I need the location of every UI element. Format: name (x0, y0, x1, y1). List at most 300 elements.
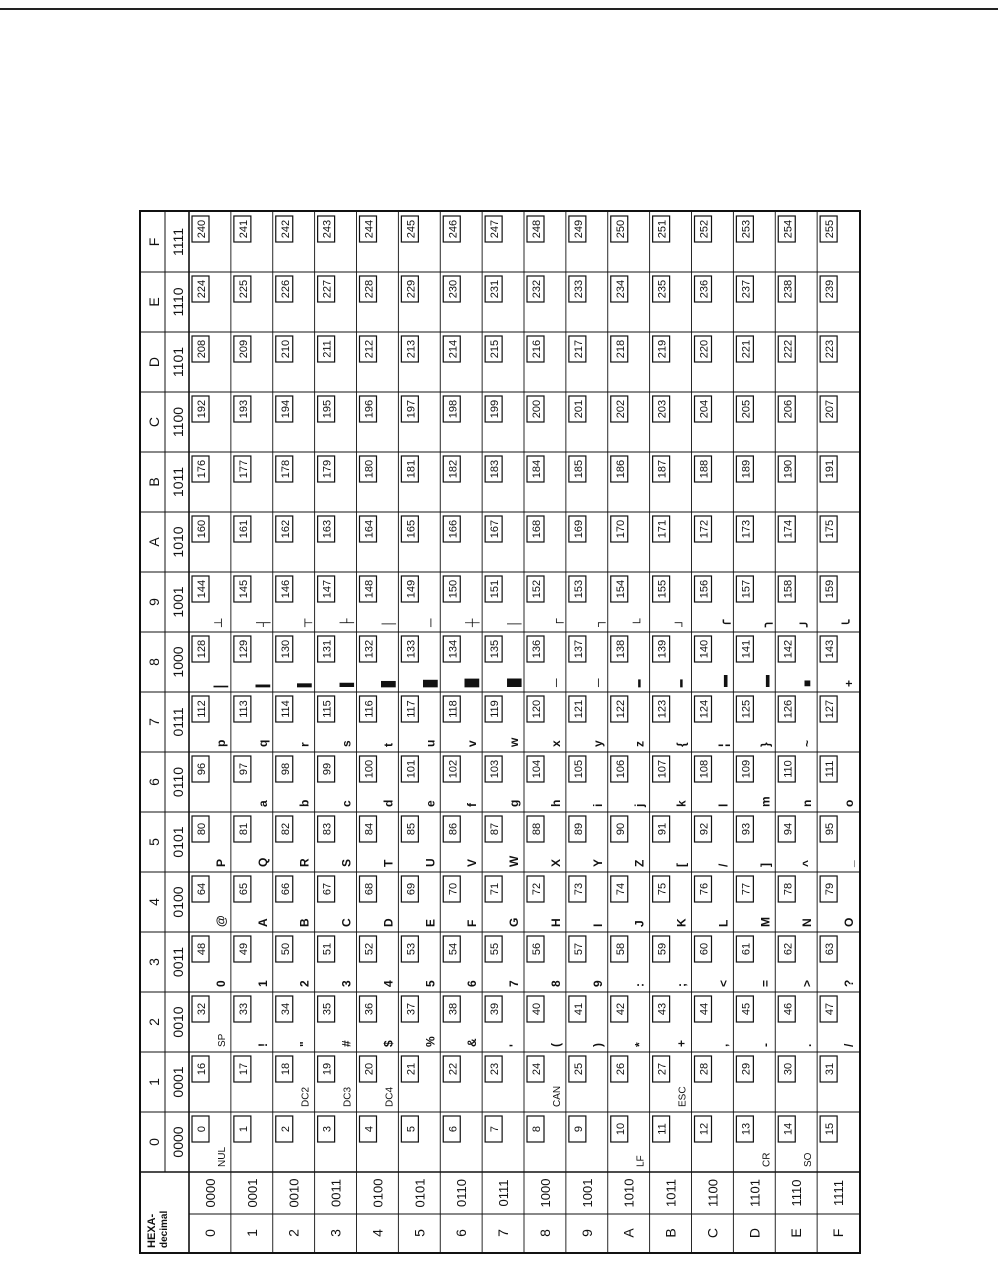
cell-decimal-code: 210 (279, 339, 292, 359)
column-binary-label: 0110 (170, 766, 186, 798)
cell-character: ! (255, 1043, 270, 1047)
cell-decimal-code: 10 (614, 1122, 627, 1136)
cell-decimal-code: 128 (196, 639, 208, 659)
cell-decimal-code: 20 (363, 1062, 376, 1076)
cell-character: │ (507, 619, 521, 627)
cell-decimal-code: 190 (782, 459, 795, 479)
cell-character: " (297, 1041, 312, 1047)
cell-decimal-code: 149 (405, 579, 418, 599)
cell-decimal-code: 103 (489, 759, 502, 779)
cell-character: h (548, 799, 563, 807)
cell-decimal-code: 87 (489, 822, 502, 836)
cell-decimal-code: 95 (824, 822, 837, 836)
cell-decimal-code: 69 (405, 882, 418, 896)
cell-decimal-code: 33 (237, 1002, 250, 1016)
cell-character: ╮ (758, 619, 773, 627)
cell-character: ) (590, 1043, 605, 1047)
cell-decimal-code: 48 (196, 942, 208, 956)
cell-decimal-code: 134 (447, 639, 460, 659)
cell-character: l (716, 803, 731, 807)
cell-decimal-code: 148 (363, 579, 376, 599)
cell-character: Y (590, 858, 605, 867)
cell-decimal-code: 209 (237, 339, 250, 359)
cell-character: ' (507, 1044, 521, 1047)
cell-decimal-code: 139 (656, 639, 669, 659)
cell-character: w (507, 737, 521, 747)
cell-character: ▉ (465, 677, 480, 687)
cell-decimal-code: 163 (321, 519, 334, 539)
cell-character: ▬ (758, 675, 773, 687)
row-binary-label: 1001 (579, 1178, 595, 1208)
cell-decimal-code: 62 (782, 942, 795, 956)
cell-decimal-code: 113 (237, 700, 250, 718)
cell-character: ? (842, 979, 856, 987)
cell-decimal-code: 224 (196, 279, 208, 299)
cell-decimal-code: 6 (447, 1125, 460, 1133)
cell-character: O (842, 917, 856, 927)
cell-character: ¦ (716, 743, 731, 747)
cell-character: █ (507, 678, 521, 687)
cell-decimal-code: 220 (698, 339, 711, 359)
cell-character: _ (842, 860, 856, 867)
cell-decimal-code: 167 (489, 519, 502, 539)
cell-decimal-code: 245 (405, 219, 418, 239)
row-hex-label: B (662, 1228, 679, 1238)
cell-decimal-code: 179 (321, 459, 334, 479)
cell-decimal-code: 135 (489, 639, 502, 659)
cell-decimal-code: 160 (196, 519, 208, 539)
cell-decimal-code: 229 (405, 279, 418, 299)
cell-decimal-code: 99 (321, 762, 334, 776)
cell-decimal-code: 11 (656, 1123, 669, 1135)
column-binary-label: 0101 (170, 826, 186, 858)
cell-character: G (507, 917, 521, 927)
row-binary-label: 1111 (831, 1179, 847, 1207)
cell-character: J (632, 920, 647, 927)
character-code-table (139, 210, 861, 1254)
cell-character: SP (216, 1033, 228, 1047)
cell-decimal-code: 61 (740, 942, 753, 956)
row-hex-label: 7 (495, 1229, 512, 1237)
cell-character: + (842, 679, 856, 687)
cell-character: y (590, 740, 605, 747)
cell-decimal-code: 250 (614, 219, 627, 239)
cell-character: * (632, 1042, 647, 1047)
cell-character: ━ (674, 679, 689, 687)
top-rule (0, 8, 998, 10)
cell-decimal-code: 172 (698, 519, 711, 539)
cell-decimal-code: 132 (363, 639, 376, 659)
cell-decimal-code: 207 (824, 399, 837, 419)
cell-decimal-code: 233 (572, 279, 585, 299)
cell-character: CR (761, 1152, 773, 1167)
cell-decimal-code: 213 (405, 339, 418, 359)
cell-character: F (465, 919, 480, 927)
row-hex-label: 8 (536, 1229, 553, 1237)
cell-decimal-code: 25 (572, 1062, 585, 1076)
cell-decimal-code: 144 (196, 579, 208, 599)
cell-character: 4 (381, 980, 396, 987)
cell-character: o (842, 799, 856, 807)
cell-decimal-code: 110 (782, 760, 795, 778)
cell-character: ▍ (297, 677, 312, 687)
cell-decimal-code: 246 (447, 219, 460, 239)
cell-decimal-code: 184 (531, 459, 543, 479)
cell-decimal-code: 216 (531, 339, 543, 359)
row-hex-label: 4 (369, 1229, 386, 1237)
cell-decimal-code: 188 (698, 459, 711, 479)
cell-decimal-code: 182 (447, 459, 460, 479)
cell-decimal-code: 191 (824, 459, 837, 479)
cell-decimal-code: 18 (279, 1062, 292, 1076)
cell-character: NUL (216, 1146, 228, 1167)
column-hex-label: D (146, 356, 162, 368)
cell-decimal-code: 242 (279, 219, 292, 239)
cell-decimal-code: 140 (698, 639, 711, 659)
column-binary-label: 0100 (170, 886, 186, 918)
cell-decimal-code: 158 (782, 579, 795, 599)
cell-decimal-code: 180 (363, 459, 376, 479)
cell-character: % (423, 1036, 438, 1047)
cell-character: P (213, 858, 228, 867)
cell-decimal-code: 65 (237, 882, 250, 896)
cell-decimal-code: 77 (740, 882, 753, 896)
cell-decimal-code: 151 (489, 579, 502, 599)
cell-decimal-code: 112 (196, 700, 208, 718)
row-hex-label: A (620, 1228, 637, 1238)
cell-character: = (758, 979, 773, 987)
cell-character: ━ (632, 679, 647, 687)
cell-character: V (465, 858, 480, 867)
column-binary-label: 0111 (170, 707, 186, 737)
cell-decimal-code: 136 (531, 639, 543, 659)
cell-character: ] (758, 863, 773, 867)
cell-decimal-code: 108 (698, 759, 711, 779)
cell-character: ┐ (590, 618, 605, 627)
cell-decimal-code: 98 (279, 762, 292, 776)
cell-decimal-code: 155 (656, 579, 669, 599)
cell-character: ┴ (213, 618, 228, 627)
cell-decimal-code: 70 (447, 882, 460, 896)
cell-character: ╯ (800, 619, 815, 627)
cell-decimal-code: 78 (782, 882, 795, 896)
cell-character: c (339, 800, 354, 807)
cell-decimal-code: 45 (740, 1002, 753, 1016)
cell-character: ┼ (465, 618, 480, 627)
cell-decimal-code: 201 (572, 399, 585, 419)
cell-decimal-code: 7 (489, 1125, 502, 1133)
cell-character: + (674, 1039, 689, 1047)
column-binary-label: 1111 (170, 227, 186, 257)
cell-decimal-code: 159 (824, 579, 837, 599)
cell-decimal-code: 102 (447, 759, 460, 779)
cell-decimal-code: 40 (531, 1002, 543, 1016)
cell-decimal-code: 211 (321, 340, 334, 358)
cell-character: a (255, 800, 270, 807)
cell-decimal-code: 176 (196, 459, 208, 479)
cell-decimal-code: 153 (572, 579, 585, 599)
cell-character: ; (674, 983, 689, 987)
cell-decimal-code: 80 (196, 822, 208, 836)
cell-character: e (423, 800, 438, 807)
column-hex-label: 3 (146, 958, 162, 966)
cell-decimal-code: 237 (740, 279, 753, 299)
cell-decimal-code: 142 (782, 639, 795, 659)
cell-character: L (716, 919, 731, 927)
cell-decimal-code: 117 (405, 700, 418, 718)
cell-decimal-code: 241 (237, 219, 250, 239)
cell-decimal-code: 14 (782, 1122, 795, 1136)
row-binary-label: 0001 (244, 1178, 260, 1208)
cell-decimal-code: 104 (531, 759, 543, 779)
cell-decimal-code: 35 (321, 1002, 334, 1016)
row-binary-label: 0111 (496, 1179, 512, 1207)
cell-decimal-code: 46 (782, 1002, 795, 1016)
row-binary-label: 1000 (537, 1178, 553, 1208)
cell-decimal-code: 4 (363, 1125, 376, 1133)
cell-decimal-code: 255 (824, 219, 837, 239)
cell-character: 9 (590, 980, 605, 987)
column-hex-label: 8 (146, 658, 162, 666)
cell-decimal-code: 97 (237, 762, 250, 776)
cell-decimal-code: 66 (279, 882, 292, 896)
cell-decimal-code: 240 (196, 219, 208, 239)
cell-decimal-code: 34 (279, 1002, 292, 1016)
cell-character: ┘ (674, 618, 689, 627)
column-hex-label: B (146, 477, 162, 487)
cell-decimal-code: 175 (824, 519, 837, 539)
cell-decimal-code: 24 (531, 1062, 543, 1076)
cell-decimal-code: 146 (279, 579, 292, 599)
cell-character: C (339, 918, 354, 927)
cell-decimal-code: 82 (279, 822, 292, 836)
cell-decimal-code: 168 (531, 519, 543, 539)
row-hex-label: 1 (243, 1229, 260, 1237)
cell-decimal-code: 22 (447, 1062, 460, 1076)
cell-decimal-code: 44 (698, 1002, 711, 1016)
cell-decimal-code: 43 (656, 1002, 669, 1016)
cell-decimal-code: 231 (489, 279, 502, 299)
cell-character: ( (548, 1043, 563, 1047)
cell-character: ─ (590, 678, 605, 687)
cell-character: t (381, 743, 396, 747)
cell-decimal-code: 56 (531, 942, 543, 956)
cell-decimal-code: 170 (614, 519, 627, 539)
cell-decimal-code: 119 (489, 700, 502, 718)
cell-decimal-code: 118 (447, 700, 460, 718)
cell-decimal-code: 133 (405, 639, 418, 659)
cell-character: $ (381, 1040, 396, 1047)
table-rotated-canvas (141, 212, 859, 1252)
cell-character: 0 (213, 980, 228, 987)
column-hex-label: 4 (146, 898, 162, 906)
row-hex-label: D (746, 1227, 763, 1239)
cell-character: E (423, 918, 438, 927)
row-hex-label: 2 (285, 1229, 302, 1237)
cell-decimal-code: 173 (740, 519, 753, 539)
cell-decimal-code: 92 (698, 822, 711, 836)
cell-character: n (800, 799, 815, 807)
column-binary-label: 1011 (170, 466, 186, 498)
cell-decimal-code: 185 (572, 459, 585, 479)
cell-character: k (674, 800, 689, 807)
cell-decimal-code: 38 (447, 1002, 460, 1016)
cell-character: ┬ (297, 618, 312, 627)
cell-decimal-code: 85 (405, 822, 418, 836)
cell-decimal-code: 154 (614, 579, 627, 599)
cell-character: # (339, 1040, 354, 1047)
cell-decimal-code: 187 (656, 459, 669, 479)
cell-character: ─ (548, 678, 563, 687)
cell-decimal-code: 0 (196, 1125, 208, 1133)
column-binary-label: 1001 (170, 586, 186, 618)
cell-character: 3 (339, 980, 354, 987)
row-binary-label: 0011 (328, 1179, 344, 1207)
column-hex-label: 0 (146, 1138, 162, 1146)
cell-decimal-code: 105 (572, 759, 585, 779)
cell-decimal-code: 249 (572, 219, 585, 239)
row-binary-label: 0101 (412, 1178, 428, 1208)
cell-character: DC3 (342, 1086, 354, 1107)
column-hex-label: 7 (146, 718, 162, 726)
cell-decimal-code: 195 (321, 399, 334, 419)
row-binary-label: 0100 (370, 1178, 386, 1208)
cell-character: N (800, 918, 815, 927)
cell-character: , (716, 1043, 731, 1047)
cell-decimal-code: 106 (614, 759, 627, 779)
cell-character: x (548, 740, 563, 747)
cell-character: Q (255, 857, 270, 867)
cell-decimal-code: 8 (531, 1125, 543, 1133)
cell-decimal-code: 228 (363, 279, 376, 299)
cell-decimal-code: 198 (447, 399, 460, 419)
cell-decimal-code: 3 (321, 1125, 334, 1133)
cell-decimal-code: 192 (196, 399, 208, 419)
cell-decimal-code: 52 (363, 942, 376, 956)
cell-decimal-code: 126 (782, 699, 795, 719)
cell-decimal-code: 178 (279, 459, 292, 479)
cell-decimal-code: 23 (489, 1062, 502, 1076)
cell-decimal-code: 137 (572, 639, 585, 659)
cell-decimal-code: 86 (447, 822, 460, 836)
cell-decimal-code: 93 (740, 822, 753, 836)
cell-decimal-code: 218 (614, 339, 627, 359)
cell-decimal-code: 30 (782, 1062, 795, 1076)
cell-character: : (632, 983, 647, 987)
cell-decimal-code: 238 (782, 279, 795, 299)
cell-decimal-code: 73 (572, 882, 585, 896)
cell-decimal-code: 234 (614, 279, 627, 299)
cell-decimal-code: 150 (447, 579, 460, 599)
table-body (141, 212, 859, 1252)
cell-decimal-code: 15 (824, 1122, 837, 1136)
cell-decimal-code: 75 (656, 882, 669, 896)
cell-decimal-code: 17 (237, 1062, 250, 1076)
cell-decimal-code: 169 (572, 519, 585, 539)
cell-character: r (297, 742, 312, 747)
cell-decimal-code: 230 (447, 279, 460, 299)
cell-character: ▊ (423, 677, 438, 687)
row-binary-label: 1010 (621, 1178, 637, 1208)
cell-character: Z (632, 859, 647, 867)
cell-character: [ (674, 863, 689, 867)
cell-character: d (381, 799, 396, 807)
cell-character: j (632, 803, 647, 807)
cell-decimal-code: 37 (405, 1002, 418, 1016)
cell-character: 6 (465, 980, 480, 987)
cell-decimal-code: 13 (740, 1122, 753, 1136)
cell-character: SO (803, 1152, 815, 1167)
cell-decimal-code: 174 (782, 519, 795, 539)
cell-decimal-code: 114 (279, 700, 292, 718)
cell-decimal-code: 27 (656, 1062, 669, 1076)
column-hex-label: F (146, 237, 162, 247)
cell-character: < (716, 979, 731, 987)
cell-decimal-code: 206 (782, 399, 795, 419)
row-hex-label: E (788, 1228, 805, 1238)
cell-character: - (758, 1043, 773, 1047)
cell-decimal-code: 227 (321, 279, 334, 299)
cell-decimal-code: 64 (196, 882, 208, 896)
row-hex-label: 9 (578, 1229, 595, 1237)
cell-decimal-code: 55 (489, 942, 502, 956)
cell-character: CAN (551, 1085, 563, 1107)
cell-decimal-code: 90 (614, 822, 627, 836)
cell-character: ■ (800, 679, 815, 687)
cell-character: H (548, 918, 563, 927)
cell-decimal-code: 12 (698, 1122, 711, 1136)
column-hex-label: C (146, 416, 162, 428)
cell-decimal-code: 130 (279, 639, 292, 659)
cell-decimal-code: 252 (698, 219, 711, 239)
cell-decimal-code: 194 (279, 399, 292, 419)
cell-character: f (465, 803, 480, 807)
cell-decimal-code: 41 (572, 1002, 585, 1016)
cell-decimal-code: 89 (572, 822, 585, 836)
cell-character: ▌ (339, 678, 354, 687)
cell-decimal-code: 186 (614, 459, 627, 479)
cell-character: DC2 (300, 1086, 312, 1107)
cell-decimal-code: 60 (698, 942, 711, 956)
cell-decimal-code: 129 (237, 639, 250, 659)
cell-decimal-code: 254 (782, 219, 795, 239)
cell-decimal-code: 9 (572, 1125, 585, 1133)
cell-character: ┤ (255, 618, 270, 627)
cell-decimal-code: 72 (531, 882, 543, 896)
cell-decimal-code: 107 (656, 759, 669, 779)
cell-decimal-code: 226 (279, 279, 292, 299)
cell-decimal-code: 138 (614, 639, 627, 659)
cell-decimal-code: 143 (824, 639, 837, 659)
cell-character: { (674, 742, 689, 747)
cell-decimal-code: 100 (363, 759, 376, 779)
cell-character: ▎ (255, 677, 270, 687)
cell-character: ╭ (716, 619, 731, 627)
cell-decimal-code: 19 (321, 1062, 334, 1076)
cell-character: 1 (255, 980, 270, 987)
cell-decimal-code: 94 (782, 822, 795, 836)
cell-character: g (507, 799, 521, 807)
column-hex-label: E (146, 297, 162, 307)
cell-character: 2 (297, 980, 312, 987)
cell-decimal-code: 225 (237, 279, 250, 299)
cell-decimal-code: 236 (698, 279, 711, 299)
cell-decimal-code: 32 (196, 1002, 208, 1016)
cell-decimal-code: 123 (656, 699, 669, 719)
cell-character: ^ (800, 859, 815, 867)
row-binary-label: 0110 (454, 1179, 470, 1207)
cell-decimal-code: 58 (614, 942, 627, 956)
